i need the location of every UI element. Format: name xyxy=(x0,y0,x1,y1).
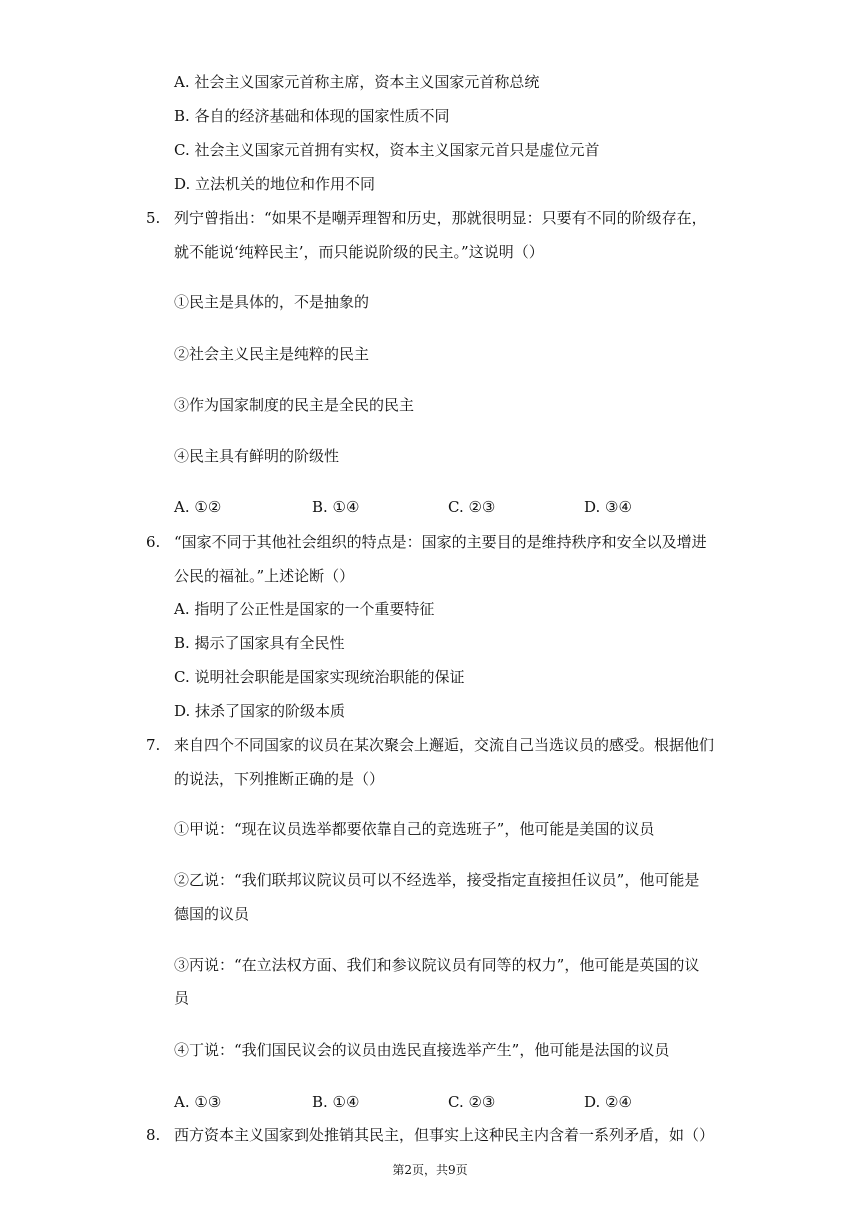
q8-stem-line-1: 西方资本主义国家到处推销其民主，但事实上这种民主内含着一系列矛盾，如（） xyxy=(174,1126,715,1144)
q6-option-c: C. 说明社会职能是国家实现统治职能的保证 xyxy=(174,668,465,686)
q7-item-1: ①甲说：“现在议员选举都要依靠自己的竞选班子”，他可能是美国的议员 xyxy=(174,820,655,838)
q5-choice-d: D. ③④ xyxy=(584,498,632,516)
q5-item-1: ①民主是具体的，不是抽象的 xyxy=(174,293,370,311)
q7-stem-line-2: 的说法，下列推断正确的是（） xyxy=(174,770,385,788)
q5-item-4: ④民主具有鲜明的阶级性 xyxy=(174,447,340,465)
q7-number: 7. xyxy=(146,736,161,754)
q7-item-3-line-2: 员 xyxy=(174,989,190,1007)
q7-item-2-line-2: 德国的议员 xyxy=(174,905,250,923)
q6-option-d: D. 抹杀了国家的阶级本质 xyxy=(174,702,346,720)
q6-option-a: A. 指明了公正性是国家的一个重要特征 xyxy=(174,600,435,618)
q5-choice-a: A. ①② xyxy=(174,498,222,516)
q5-item-2: ②社会主义民主是纯粹的民主 xyxy=(174,345,370,363)
q6-stem-line-2: 公民的福祉。”上述论断（） xyxy=(174,567,355,585)
q8-number: 8. xyxy=(146,1126,161,1144)
q6-number: 6. xyxy=(146,533,161,551)
q4-option-d: D. 立法机关的地位和作用不同 xyxy=(174,175,376,193)
q5-number: 5. xyxy=(146,209,161,227)
q4-option-c: C. 社会主义国家元首拥有实权，资本主义国家元首只是虚位元首 xyxy=(174,141,600,159)
q4-option-a: A. 社会主义国家元首称主席，资本主义国家元首称总统 xyxy=(174,73,540,91)
q6-stem-line-1: “国家不同于其他社会组织的特点是：国家的主要目的是维持秩序和安全以及增进 xyxy=(174,533,707,551)
q6-option-b: B. 揭示了国家具有全民性 xyxy=(174,634,345,652)
q5-choice-c: C. ②③ xyxy=(448,498,496,516)
q4-option-b: B. 各自的经济基础和体现的国家性质不同 xyxy=(174,107,450,125)
q7-choice-a: A. ①③ xyxy=(174,1093,222,1111)
q7-item-3-line-1: ③丙说：“在立法权方面、我们和参议院议员有同等的权力”，他可能是英国的议 xyxy=(174,956,700,974)
q7-item-4: ④丁说：“我们国民议会的议员由选民直接选举产生”，他可能是法国的议员 xyxy=(174,1041,670,1059)
q7-choice-d: D. ②④ xyxy=(584,1093,632,1111)
q7-stem-line-1: 来自四个不同国家的议员在某次聚会上邂逅，交流自己当选议员的感受。根据他们 xyxy=(174,736,715,754)
q5-choice-b: B. ①④ xyxy=(312,498,360,516)
q5-stem-line-1: 列宁曾指出：“如果不是嘲弄理智和历史，那就很明显：只要有不同的阶级存在， xyxy=(174,209,707,227)
q5-stem-line-2: 就不能说‘纯粹民主’，而只能说阶级的民主。”这说明（） xyxy=(174,243,544,261)
q7-choice-b: B. ①④ xyxy=(312,1093,360,1111)
q5-item-3: ③作为国家制度的民主是全民的民主 xyxy=(174,396,415,414)
page-footer: 第2页，共9页 xyxy=(392,1163,468,1177)
q7-choice-c: C. ②③ xyxy=(448,1093,496,1111)
q7-item-2-line-1: ②乙说：“我们联邦议院议员可以不经选举，接受指定直接担任议员”，他可能是 xyxy=(174,871,700,889)
